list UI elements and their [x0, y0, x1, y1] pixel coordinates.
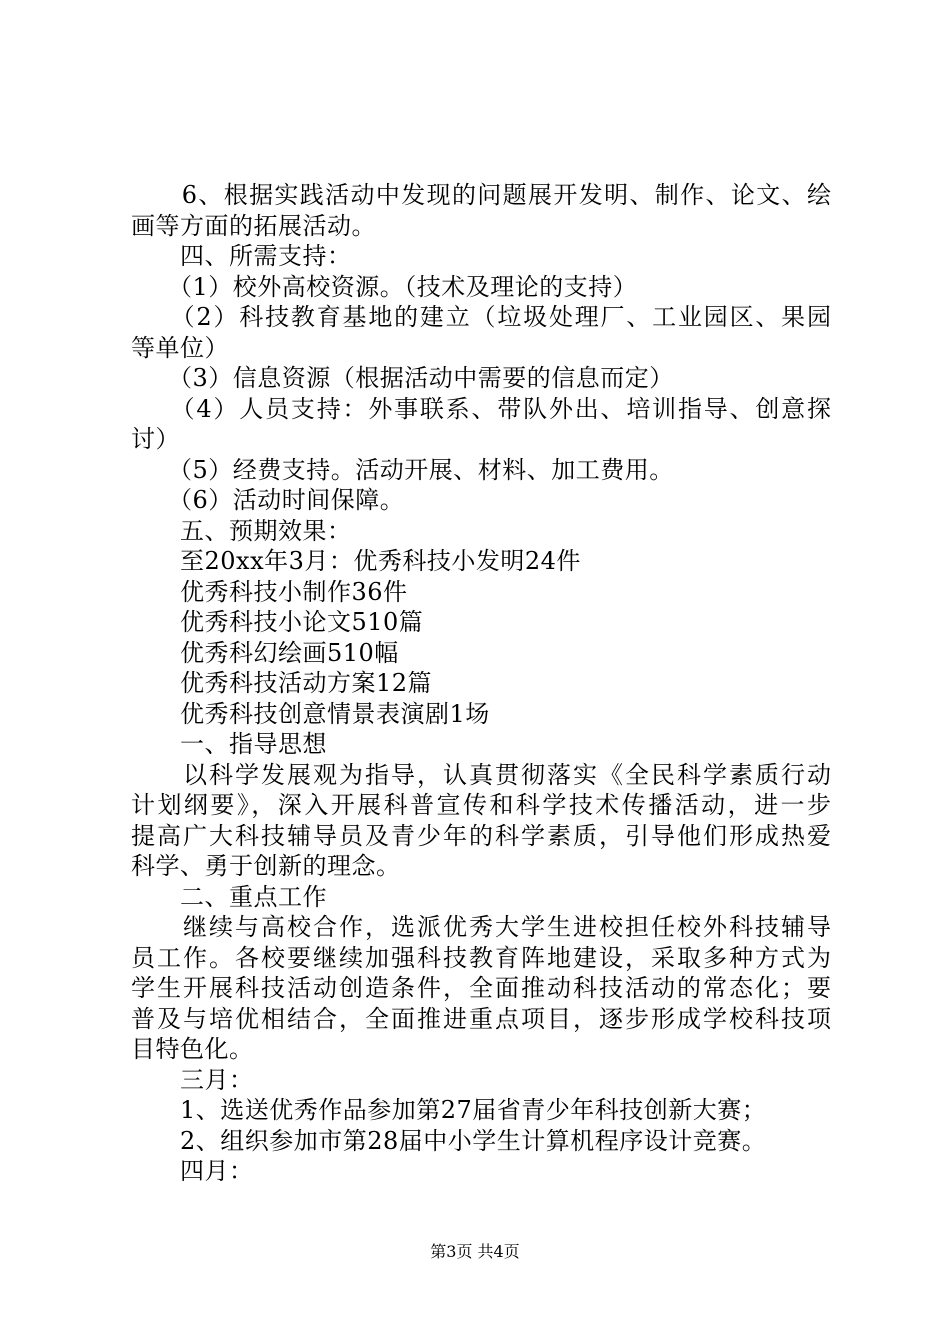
- text-line: （4）人员支持：外事联系、带队外出、培训指导、创意探: [131, 395, 831, 423]
- text-line: 至20xx年3月：优秀科技小发明24件: [131, 547, 581, 575]
- text-line: 目特色化。: [131, 1035, 254, 1063]
- section-heading: 四月：: [131, 1157, 254, 1185]
- text-line: 科学、勇于创新的理念。: [131, 852, 401, 880]
- text-line: 优秀科技活动方案12篇: [131, 669, 433, 697]
- text-line: 员工作。各校要继续加强科技教育阵地建设，采取多种方式为: [131, 944, 831, 972]
- text-line: 优秀科幻绘画510幅: [131, 639, 399, 667]
- text-line: 学生开展科技活动创造条件，全面推动科技活动的常态化；要: [131, 974, 831, 1002]
- text-line: （2）科技教育基地的建立（垃圾处理厂、工业园区、果园: [131, 303, 831, 331]
- text-line: 以科学发展观为指导，认真贯彻落实《全民科学素质行动: [131, 761, 831, 789]
- text-line: 1、选送优秀作品参加第27届省青少年科技创新大赛；: [131, 1096, 767, 1124]
- text-line: 普及与培优相结合，全面推进重点项目，逐步形成学校科技项: [131, 1005, 831, 1033]
- text-line: 2、组织参加市第28届中小学生计算机程序设计竞赛。: [131, 1127, 767, 1155]
- text-line: 优秀科技小制作36件: [131, 578, 408, 606]
- section-heading: 四、所需支持：: [131, 242, 352, 270]
- text-line: （3）信息资源（根据活动中需要的信息而定）: [131, 364, 674, 392]
- section-heading: 三月：: [131, 1066, 254, 1094]
- text-line: 优秀科技小论文510篇: [131, 608, 424, 636]
- text-line: 等单位）: [131, 334, 229, 362]
- section-heading: 五、预期效果：: [131, 517, 352, 545]
- text-line: （1）校外高校资源。（技术及理论的支持）: [131, 273, 638, 301]
- text-line: （5）经费支持。活动开展、材料、加工费用。: [131, 456, 674, 484]
- page-number-footer: 第3页 共4页: [430, 1242, 520, 1261]
- text-line: 优秀科技创意情景表演剧1场: [131, 700, 490, 728]
- text-line: 画等方面的拓展活动。: [131, 212, 376, 240]
- text-line: 继续与高校合作，选派优秀大学生进校担任校外科技辅导: [131, 913, 831, 941]
- section-heading: 一、指导思想: [131, 730, 327, 758]
- text-line: 计划纲要》，深入开展科普宣传和科学技术传播活动，进一步: [131, 791, 831, 819]
- text-line: 讨）: [131, 425, 180, 453]
- text-line: （6）活动时间保障。: [131, 486, 405, 514]
- text-line: 提高广大科技辅导员及青少年的科学素质，引导他们形成热爱: [131, 822, 831, 850]
- section-heading: 二、重点工作: [131, 883, 327, 911]
- text-line: 6、根据实践活动中发现的问题展开发明、制作、论文、绘: [131, 181, 831, 209]
